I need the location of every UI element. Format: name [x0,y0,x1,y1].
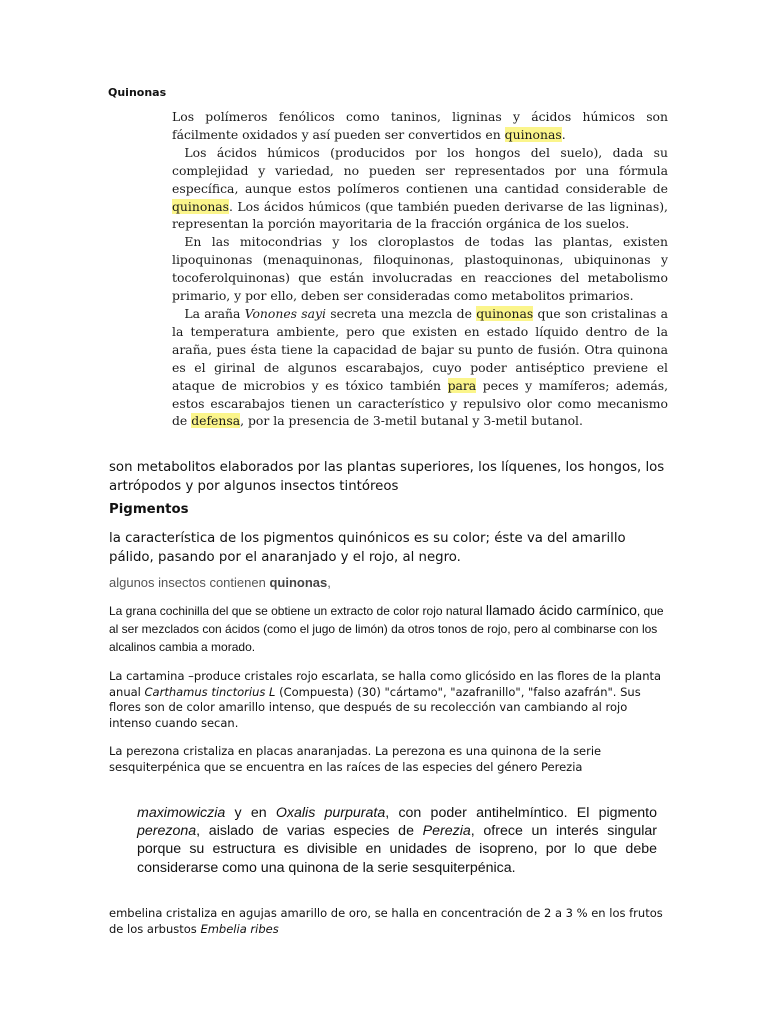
section-heading-pigmentos: Pigmentos [109,502,189,517]
excerpt-paragraph-2 [172,144,668,234]
paragraph-caracteristica: la característica de los pigmentos quinónicos es su color; éste va del amarillo pálido, pasando por el anaranjado y el rojo, al negro. [109,531,626,565]
text: , con poder antihelmíntico. El pigmento [385,805,657,821]
paragraph-grana-cochinilla [109,601,669,656]
bold-term: quinonas [269,575,328,590]
text: . Los ácidos húmicos (que también pueden derivarse de las ligninas), representan la porción mayoritaria de la fracción orgánica de los suelos. [172,198,668,232]
species-name: Oxalis purpurata [275,805,386,821]
text: , por la presencia de 3-metil butanal y 3-metil butanol. [240,413,583,429]
scanned-excerpt-perezona [137,804,657,877]
text: secreta una mezcla de [326,305,477,321]
text: Los ácidos húmicos (producidos por los hongos del suelo), dada su complejidad y variedad, no pueden ser representados por una fórmula específica, aunque estos polímeros contienen una cantidad considerable de [172,144,668,196]
text: , que al ser mezclados con ácidos (como el jugo de limón) da otros tonos de rojo, pero al combinarse con los alcalinos cambia a morado. [109,604,664,654]
text: y en [225,805,276,821]
paragraph-metabolitos: son metabolitos elaborados por las plantas superiores, los líquenes, los hongos, los artrópodos y por algunos insectos tintóreos [109,460,665,494]
species-name: Carthamus tinctorius L [144,684,276,699]
paragraph-cartamina [109,669,669,731]
text: embelina cristaliza en agujas amarillo de oro, se halla en concentración de 2 a 3 % en los frutos de los arbustos [109,906,663,936]
large-term: llamado ácido carmínico [485,602,637,618]
highlight-quinonas: quinonas [172,198,230,214]
text: La araña [184,305,245,321]
text: , [327,575,331,590]
species-name: maximowiczia [137,805,226,821]
excerpt-paragraph-4 [172,305,668,430]
text: La cartamina –produce cristales rojo escarlata, se halla como glicósido en las flores de la planta anual [109,669,662,699]
paragraph-insectos [109,575,331,590]
species-name: Vonones sayi [244,305,327,321]
text: peces y mamíferos; además, estos escarabajos tienen un característico y repulsivo olor como mecanismo de [172,377,669,429]
text: algunos insectos contienen [109,575,270,590]
excerpt-paragraph-1 [172,108,668,144]
text: (Compuesta) (30) "cártamo", "azafranillo", "falso azafrán". Sus flores son de color amarillo intenso, que después de su recolección van cambiando al rojo intenso cuando secan. [109,684,641,730]
highlight-defensa: defensa [191,413,241,429]
text: Los polímeros fenólicos como taninos, ligninas y ácidos húmicos son fácilmente oxidados y así pueden ser convertidos en [172,109,668,142]
excerpt-paragraph-3: En las mitocondrias y los cloroplastos de todas las plantas, existen lipoquinonas (menaquinonas, filoquinonas, plastoquinonas, ubiquinonas y tocoferolquinonas) que están involucradas en reacciones del metabolismo primario, y por ello, deben ser consideradas como metabolitos primarios. [172,234,668,304]
paragraph-embelina [109,906,669,937]
highlight-para: para [447,377,477,393]
text: La grana cochinilla del que se obtiene un extracto de color rojo natural [109,604,486,618]
paragraph-perezona: La perezona cristaliza en placas anaranjadas. La perezona es una quinona de la serie sesquiterpénica que se encuentra en las raíces de las especies del género Perezia [109,744,602,774]
text: , aislado de varias especies de [196,823,423,840]
highlight-quinonas: quinonas [504,126,562,142]
genus-name: Perezia [422,823,471,840]
species-name: Embelia ribes [200,921,279,936]
text: . [561,126,566,142]
section-heading-quinonas: Quinonas [108,86,167,99]
highlight-quinonas: quinonas [476,305,534,321]
pigment-name: perezona [137,823,197,840]
text: , ofrece un interés singular porque su estructura es divisible en unidades de isopreno, por lo que debe considerarse como una quinona de la serie sesquiterpénica. [137,823,657,876]
scanned-excerpt-quinonas [172,108,668,430]
text: que son cristalinas a la temperatura ambiente, pero que existen en estado líquido dentro de la araña, pues ésta tiene la capacidad de bajar su punto de fusión. Otra quinona es el girinal de algunos escarabajos, cuyo poder antiséptico previene el ataque de microbios y es tóxico también [172,305,668,393]
